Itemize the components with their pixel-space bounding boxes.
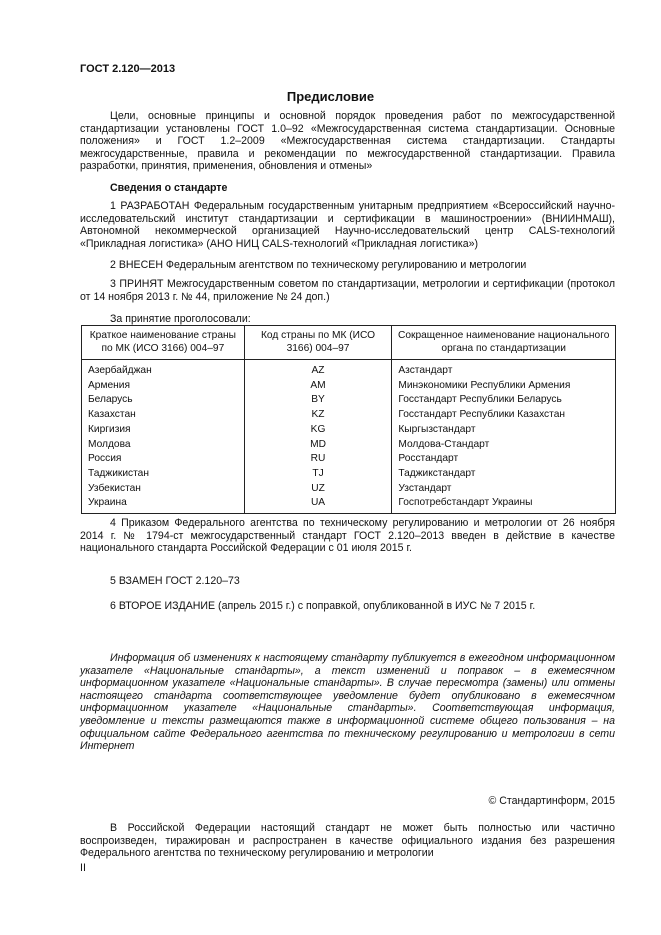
country-name: Украина xyxy=(82,496,245,513)
standards-body: Молдова-Стандарт xyxy=(392,438,616,453)
country-code: RU xyxy=(244,452,392,467)
table-row xyxy=(82,496,616,513)
standards-body: Минэкономики Республики Армения xyxy=(392,379,616,394)
voting-countries-table xyxy=(81,325,616,514)
standards-body: Росстандарт xyxy=(392,452,616,467)
table-header-row xyxy=(82,326,616,360)
table-row xyxy=(82,438,616,453)
item-submitted: 2 ВНЕСЕН Федеральным агентством по техническому регулированию и метрологии xyxy=(110,259,527,271)
copyright: © Стандартинформ, 2015 xyxy=(488,795,615,807)
column-header-code: Код страны по МК (ИСО 3166) 004–97 xyxy=(244,326,392,360)
item-order: 4 Приказом Федерального агентства по техническому регулированию и метрологии от 26 ноября 2014 г. № 1794-ст межгосударственный стандарт ГОСТ 2.120–2013 введен в действие в качестве национального стандарта Российской Федерации с 01 июля 2015 г. xyxy=(80,517,615,555)
table-row xyxy=(82,379,616,394)
country-code: KZ xyxy=(244,408,392,423)
table-row xyxy=(82,360,616,379)
standard-info-heading: Сведения о стандарте xyxy=(110,182,228,194)
country-name: Беларусь xyxy=(82,393,245,408)
changes-notice: Информация об изменениях к настоящему стандарту публикуется в ежегодном информационном указателе «Национальные стандарты», а текст изменений и поправок – в ежемесячном информационном указателе «Национальные стандарты». В случае пересмотра (замены) или отмены настоящего стандарта соответствующее уведомление будет опубликовано в ежемесячном информационном указателе «Национальные стандарты». Соответствующая информация, уведомление и тексты размещаются также в информационной системе общего пользования – на официальном сайте Федерального агентства по техническому регулированию и метрологии в сети Интернет xyxy=(80,652,615,753)
page-number: II xyxy=(80,862,86,874)
table-row xyxy=(82,423,616,438)
country-code: AM xyxy=(244,379,392,394)
table-row xyxy=(82,408,616,423)
item-adopted: 3 ПРИНЯТ Межгосударственным советом по стандартизации, метрологии и сертификации (протокол от 14 ноября 2013 г. № 44, приложение № 24 доп.) xyxy=(80,278,615,303)
intro-paragraph: Цели, основные принципы и основной порядок проведения работ по межгосударственной стандартизации установлены ГОСТ 1.0–92 «Межгосударственная система стандартизации. Основные положения» и ГОСТ 1.2–2009 «Межгосударственная система стандартизации. Стандарты межгосударственные, правила и рекомендации по межгосударственной стандартизации. Правила разработки, принятия, применения, обновления и отмены» xyxy=(80,110,615,173)
country-name: Россия xyxy=(82,452,245,467)
item-developed: 1 РАЗРАБОТАН Федеральным государственным унитарным предприятием «Всероссийский научно-исследовательский институт стандартизации и сертификации в машиностроении» (ВНИИНМАШ), Автономной некоммерческой организацией Научно-исследовательский центр CALS-технологий «Прикладная логистика» (АНО НИЦ CALS-технологий «Прикладная логистика») xyxy=(80,200,615,250)
document-code: ГОСТ 2.120—2013 xyxy=(80,63,176,75)
standards-body: Госстандарт Республики Казахстан xyxy=(392,408,616,423)
country-name: Таджикистан xyxy=(82,467,245,482)
standards-body: Госпотребстандарт Украины xyxy=(392,496,616,513)
country-code: BY xyxy=(244,393,392,408)
country-name: Узбекистан xyxy=(82,482,245,497)
rights-notice: В Российской Федерации настоящий стандарт не может быть полностью или частично воспроизведен, тиражирован и распространен в качестве официального издания без разрешения Федерального агентства по техническому регулированию и метрологии xyxy=(80,822,615,860)
standards-body: Таджикстандарт xyxy=(392,467,616,482)
page-title: Предисловие xyxy=(286,89,375,104)
country-code: AZ xyxy=(244,360,392,379)
table-row xyxy=(82,452,616,467)
country-name: Киргизия xyxy=(82,423,245,438)
country-code: MD xyxy=(244,438,392,453)
country-name: Молдова xyxy=(82,438,245,453)
table-row xyxy=(82,393,616,408)
country-name: Армения xyxy=(82,379,245,394)
vote-label: За принятие проголосовали: xyxy=(110,313,251,325)
standards-body: Госстандарт Республики Беларусь xyxy=(392,393,616,408)
country-name: Казахстан xyxy=(82,408,245,423)
item-second-edition: 6 ВТОРОЕ ИЗДАНИЕ (апрель 2015 г.) с поправкой, опубликованной в ИУС № 7 2015 г. xyxy=(110,600,536,612)
table-row xyxy=(82,482,616,497)
standards-body: Азстандарт xyxy=(392,360,616,379)
country-code: TJ xyxy=(244,467,392,482)
column-header-country: Краткое наименование страны по МК (ИСО 3166) 004–97 xyxy=(82,326,245,360)
country-code: UA xyxy=(244,496,392,513)
table-row xyxy=(82,467,616,482)
standards-body: Узстандарт xyxy=(392,482,616,497)
country-code: KG xyxy=(244,423,392,438)
country-name: Азербайджан xyxy=(82,360,245,379)
standards-body: Кыргызстандарт xyxy=(392,423,616,438)
country-code: UZ xyxy=(244,482,392,497)
column-header-body: Сокращенное наименование национального органа по стандартизации xyxy=(392,326,616,360)
item-replaces: 5 ВЗАМЕН ГОСТ 2.120–73 xyxy=(110,575,240,587)
